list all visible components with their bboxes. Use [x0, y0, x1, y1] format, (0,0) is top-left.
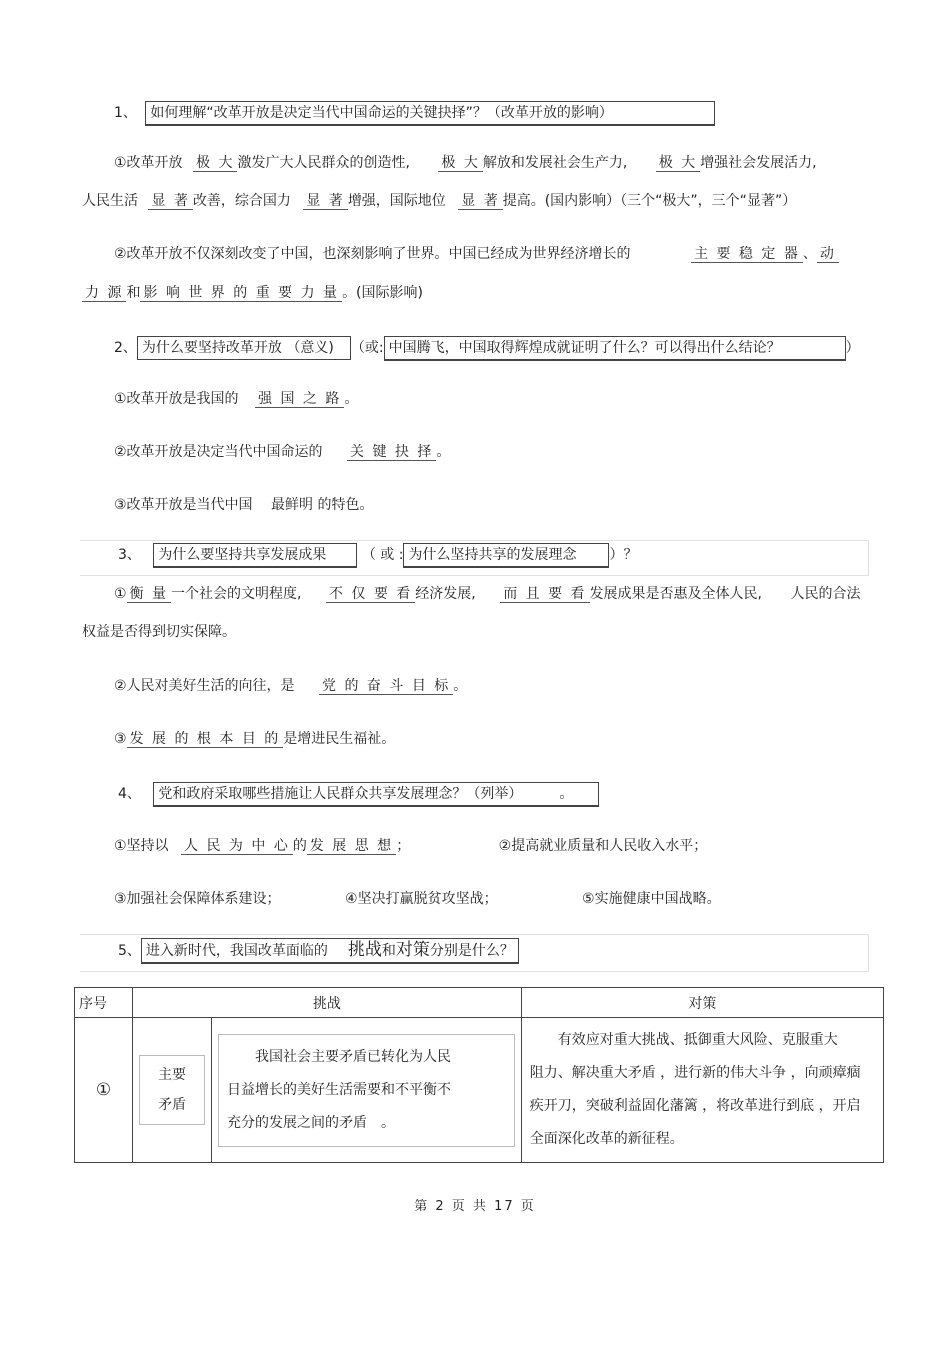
q3-heading [118, 543, 637, 568]
q3-paragraph-1 [114, 584, 860, 604]
q2-item-3 [114, 495, 373, 515]
keyword: 最鲜明 [271, 497, 314, 513]
text: 疾开刀，突破利益固化藩篱 ，将改革进行到底 ，开启 [529, 1098, 861, 1114]
keyword: 影 响 世 界 的 重 要 力 量 [140, 285, 342, 302]
text: 主要 [158, 1067, 186, 1083]
text: ①改革开放 [114, 155, 183, 171]
text: 阻力、解决重大矛盾 ，进行新的伟大斗争 ，向顽瘴痼 [529, 1065, 861, 1081]
text: 。(国际影响) [342, 285, 423, 301]
keyword: 力 源 [82, 285, 126, 302]
keyword: 党 的 奋 斗 目 标 [319, 678, 453, 695]
text: 人民生活 [82, 193, 138, 209]
text: 增强，国际地位 [347, 193, 446, 209]
keyword: 发 展 思 想 [307, 838, 396, 855]
category-box [139, 1055, 205, 1125]
keyword: 而 且 要 看 [500, 586, 589, 603]
keyword: 动 [817, 246, 839, 263]
q4-row-1 [114, 836, 707, 856]
q5-title [141, 938, 519, 964]
row-measure [521, 1018, 883, 1163]
keyword: 显 著 [148, 193, 192, 210]
q4-row-2 [114, 889, 721, 909]
text: 。 [344, 391, 359, 407]
q4-heading [118, 782, 599, 807]
text: ； [396, 838, 411, 854]
text: ① [114, 586, 127, 602]
row-index: ① [75, 1018, 133, 1163]
keyword: 对策 [395, 940, 430, 960]
text: 经济发展, [415, 586, 476, 602]
text: ④坚决打赢脱贫攻坚战； [345, 891, 498, 907]
q1-paragraph-1 [114, 153, 817, 173]
q5-number: 5、 [118, 943, 141, 959]
text: 发展成果是否惠及全体人民, [589, 586, 762, 602]
text: 充分的发展之间的矛盾 [227, 1114, 367, 1131]
q2-item-1 [114, 389, 358, 409]
text: ）？ [609, 547, 638, 563]
keyword: 人 民 为 中 心 [181, 838, 293, 855]
text: 是增进民生福祉。 [283, 731, 396, 747]
row-challenge [212, 1018, 522, 1163]
header-index: 序号 [75, 988, 133, 1018]
text: 激发广大人民群众的创造性, [237, 155, 410, 171]
text: 有效应对重大挑战、抵御重大风险、克服重大 [557, 1032, 838, 1048]
text: 我国社会主要矛盾已转化为人民 [255, 1048, 451, 1065]
keyword: 显 著 [303, 193, 347, 210]
text: 。 [559, 786, 574, 802]
table-row [75, 1018, 884, 1163]
text: ②改革开放不仅深刻改变了中国，也深刻影响了世界。中国已经成为世界经济增长的 [114, 246, 631, 262]
text: ②提高就业质量和人民收入水平； [498, 838, 708, 854]
text: （ 或 : [361, 547, 404, 563]
text: 页 [520, 1199, 536, 1214]
text: ③ [114, 731, 127, 747]
page-number: 2 [435, 1199, 446, 1214]
q4-title-text: 党和政府采取哪些措施让人民群众共享发展理念？（列举） [158, 786, 516, 802]
keyword: 极 大 [438, 155, 482, 172]
q1-heading [114, 101, 715, 126]
q2-title: 为什么要坚持改革开放 （意义) [137, 336, 351, 360]
header-measure: 对策 [521, 988, 883, 1018]
q5-heading [118, 938, 519, 964]
text: 页 共 [451, 1199, 488, 1214]
q1-paragraph-2 [114, 244, 839, 264]
q1-paragraph-2-cont [82, 283, 423, 303]
text: 日益增长的美好生活需要和不平衡不 [227, 1081, 451, 1098]
keyword: 关 键 抉 择 [347, 444, 436, 461]
text: 。 [381, 1114, 395, 1131]
text: 解放和发展社会生产力, [482, 155, 628, 171]
challenge-measure-table [74, 987, 884, 1163]
q3-title: 为什么要坚持共享发展成果 [153, 543, 357, 568]
keyword: 强 国 之 路 [255, 391, 344, 408]
text: ①坚持以 [114, 838, 169, 854]
text: 全面深化改革的新征程。 [529, 1131, 684, 1147]
text: 和 [126, 285, 141, 301]
keyword: 显 著 [458, 193, 502, 210]
q3-alt-title: 为什么坚持共享的发展理念 [403, 543, 609, 568]
text: ②改革开放是决定当代中国命运的 [114, 444, 323, 460]
keyword: 极 大 [656, 155, 700, 172]
text: ） [845, 340, 860, 356]
keyword: 衡 量 [127, 586, 171, 603]
text: （或: [350, 340, 384, 356]
text: 进入新时代，我国改革面临的 [145, 943, 328, 959]
q3-paragraph-3 [114, 729, 395, 749]
text: 和 [381, 943, 396, 959]
q1-paragraph-1-cont [82, 191, 796, 211]
q4-title [153, 782, 599, 807]
text: 的 [292, 838, 307, 854]
q2-heading [114, 336, 860, 361]
table-header-row [75, 988, 884, 1018]
text [227, 1107, 506, 1140]
page-footer [0, 1195, 950, 1214]
text: 提高。(国内影响）（三个“极大”，三个“显著”） [502, 193, 797, 209]
row-category [133, 1018, 212, 1163]
text: ⑤实施健康中国战略。 [582, 891, 721, 907]
page-total: 17 [494, 1199, 515, 1214]
q2-alt-title: 中国腾飞，中国取得辉煌成就证明了什么？可以得出什么结论？ [384, 336, 846, 361]
q1-title: 如何理解“改革开放是决定当代中国命运的关键抉择”？（改革开放的影响） [145, 101, 715, 126]
text: ①改革开放是我国的 [114, 391, 239, 407]
keyword: 发 展 的 根 本 目 的 [127, 731, 284, 748]
header-challenge: 挑战 [133, 988, 522, 1018]
text: 人民的合法 [790, 586, 861, 602]
q3-paragraph-1-cont: 权益是否得到切实保障。 [82, 624, 236, 640]
text: 的特色。 [317, 497, 374, 513]
text: 。 [436, 444, 451, 460]
text: 增强社会发展活力, [700, 155, 817, 171]
keyword: 不 仅 要 看 [326, 586, 415, 603]
q4-number: 4、 [118, 786, 141, 802]
text: 。 [453, 678, 468, 694]
keyword: 挑战 [347, 940, 382, 960]
q2-item-2 [114, 442, 450, 462]
q1-number: 1、 [114, 105, 137, 121]
challenge-box [218, 1034, 515, 1147]
text: 第 [414, 1199, 430, 1214]
text: 、 [802, 246, 817, 262]
q2-number: 2、 [114, 340, 137, 356]
keyword: 主 要 稳 定 器 [691, 246, 803, 263]
text: ③改革开放是当代中国 [114, 497, 253, 513]
text: ②人民对美好生活的向往，是 [114, 678, 295, 694]
keyword: 极 大 [193, 155, 237, 172]
measure-box [522, 1018, 883, 1162]
text: ③加强社会保障体系建设； [114, 891, 281, 907]
text: 一个社会的文明程度, [171, 586, 302, 602]
text: 改善，综合国力 [192, 193, 291, 209]
text: 矛盾 [158, 1097, 186, 1113]
q3-paragraph-2 [114, 676, 467, 696]
q3-number: 3、 [118, 547, 141, 563]
text: 分别是什么？ [429, 943, 514, 959]
